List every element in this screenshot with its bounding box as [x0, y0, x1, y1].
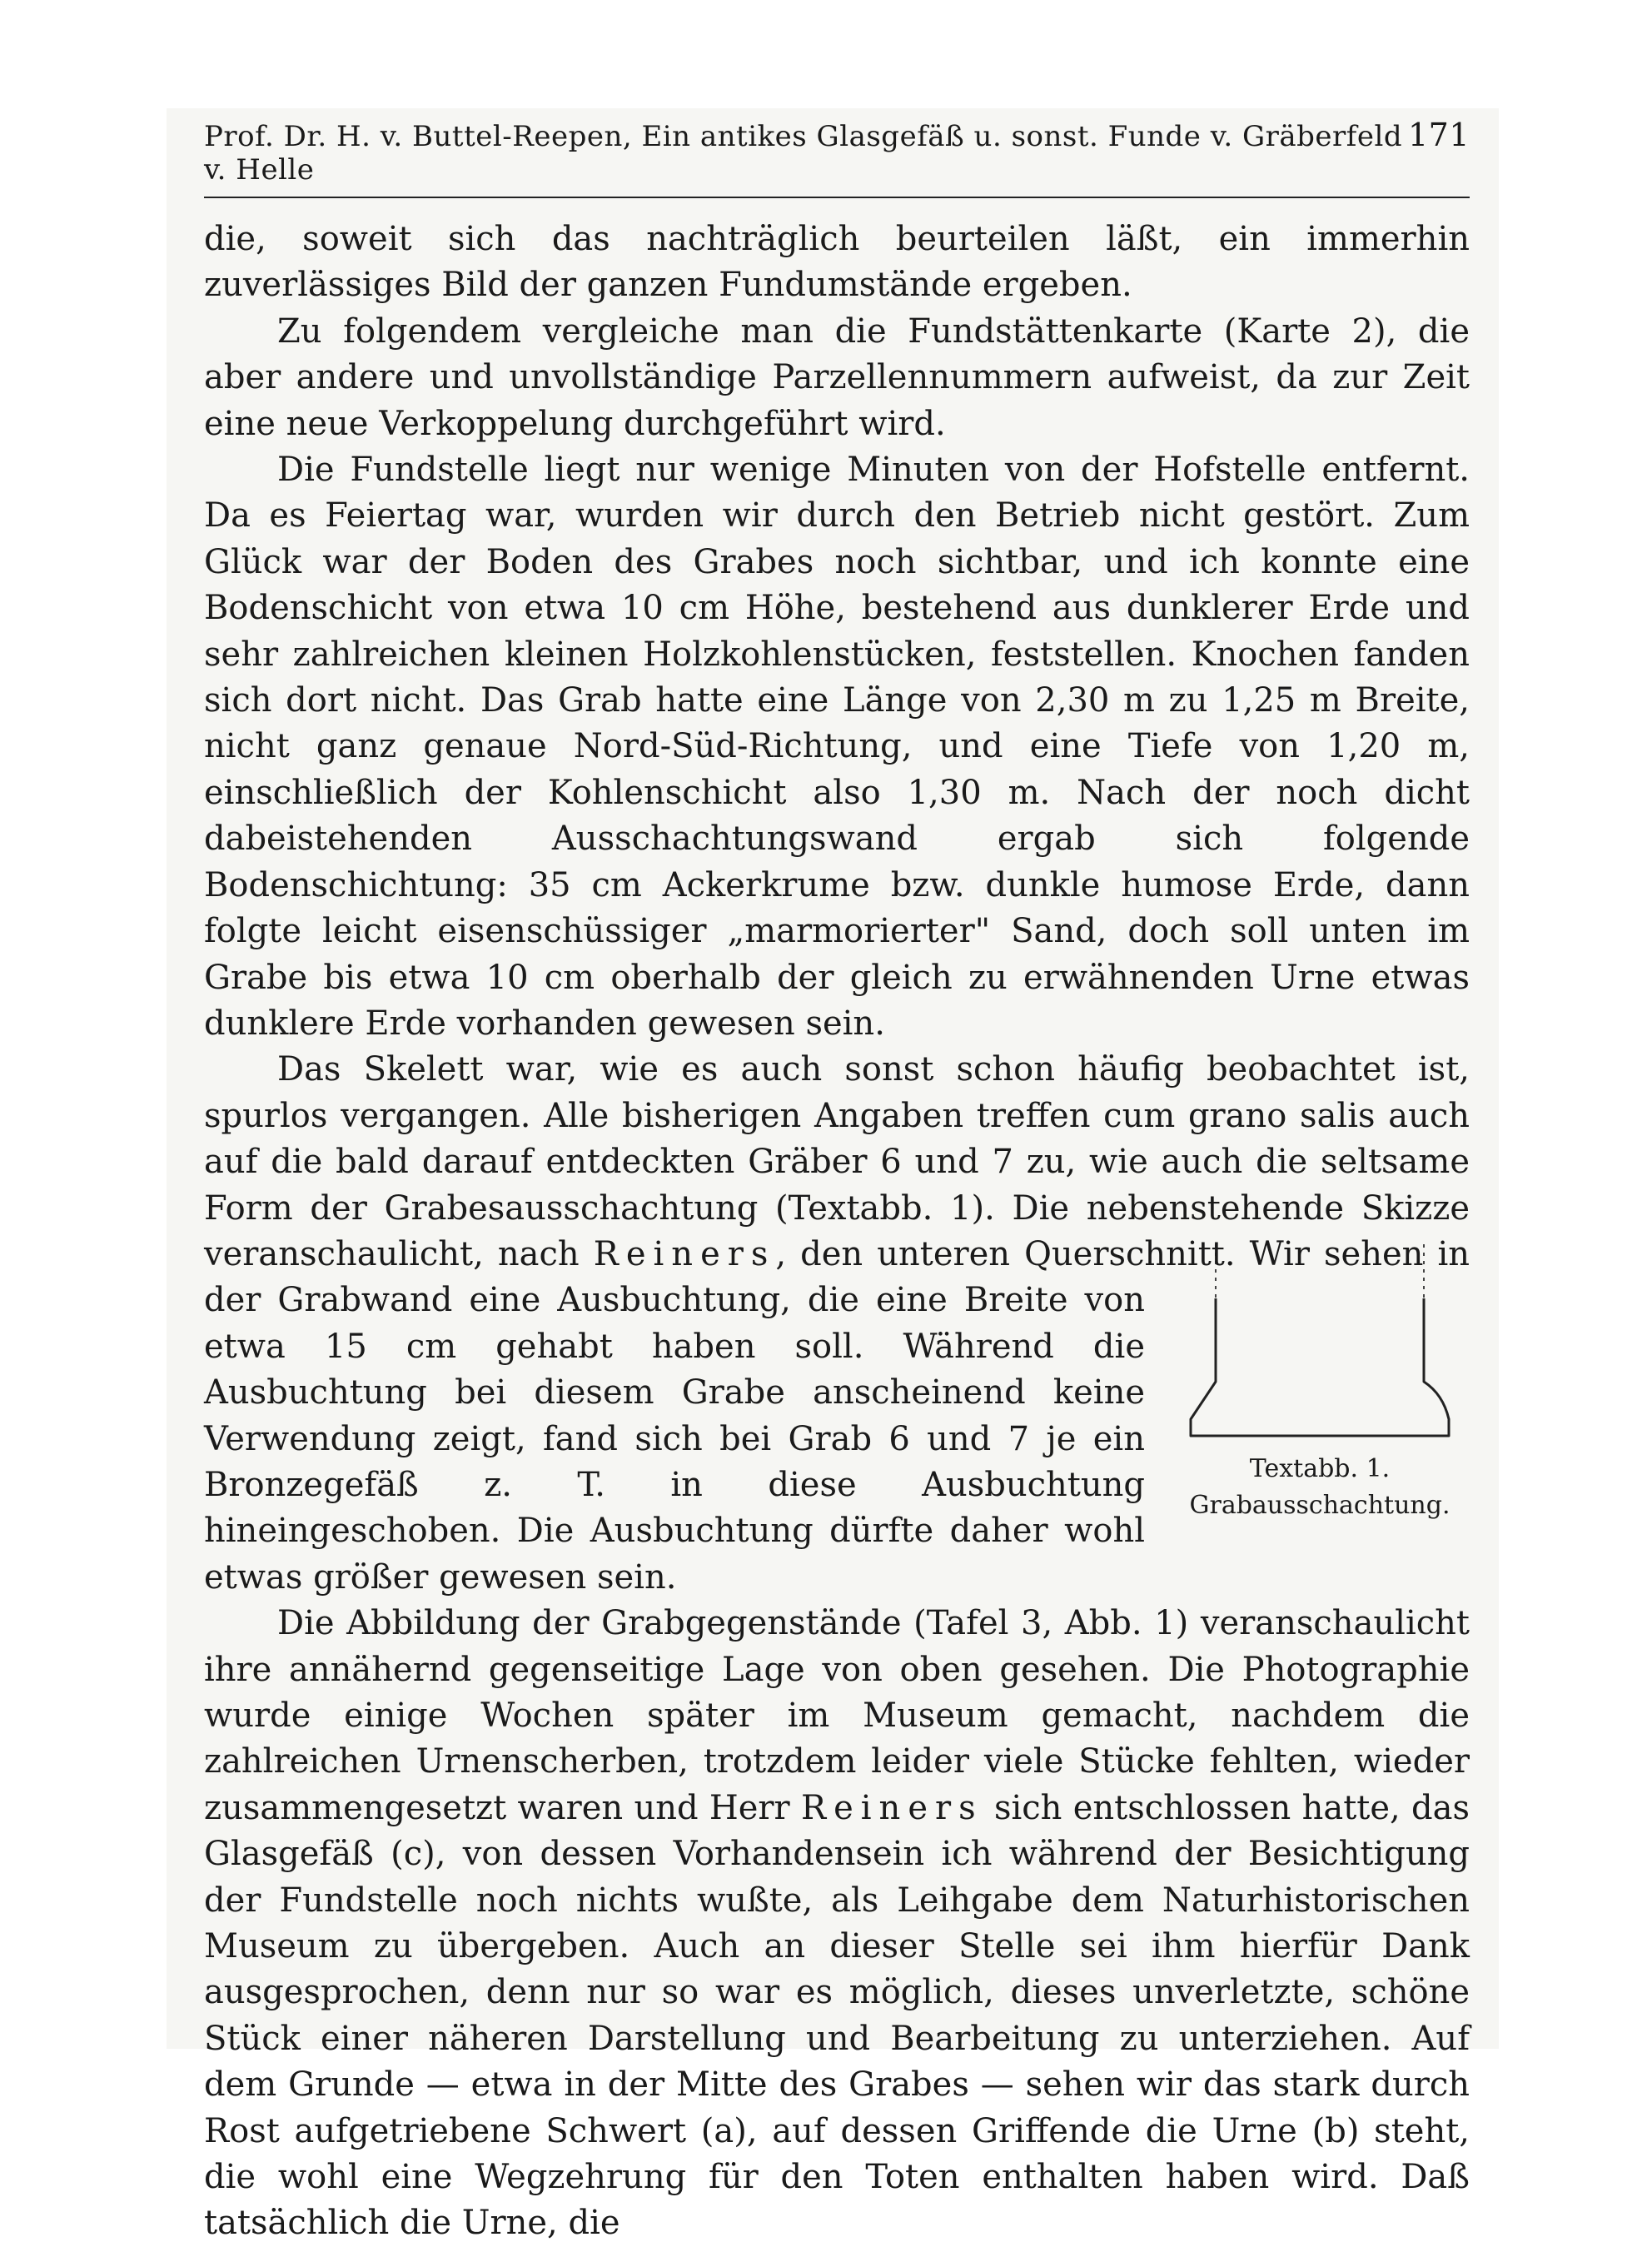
paragraph-2: Zu folgendem vergleiche man die Fundstättenkarte (Karte 2), die aber andere und unvollständige Parzellennummern aufweist, da zur Zeit eine neue Verkoppelung durchgeführt wird.: [204, 311, 1470, 443]
paragraph-1: die, soweit sich das nachträglich beurteilen läßt, ein immerhin zuverlässiges Bild der ganzen Fundumstände ergeben.: [204, 220, 1470, 305]
author-name-reiners-2: Reiners: [800, 1788, 983, 1827]
paragraph-5: [204, 1601, 1470, 2247]
page-number: 171: [1407, 117, 1470, 153]
paragraph-5-part-a: Die Abbildung der Grabgegenstände (Tafel 3, Abb. 1) veranschaulicht ihre annähernd gegenseitige Lage von oben gesehen. Die Photographie wurde einige Wochen später im Museum gemacht, nachdem die zahlreichen Urnenscherben, trotzdem leider viele Stücke fehlten, wieder zusammengesetzt waren und Herr: [204, 1604, 1470, 1827]
paragraph-3: Die Fundstelle liegt nur wenige Minuten von der Hofstelle entfernt. Da es Feiertag war, wurden wir durch den Betrieb nicht gestört. Zum Glück war der Boden des Grabes noch sichtbar, und ich konnte eine Bodenschicht von etwa 10 cm Höhe, bestehend aus dunklerer Erde und sehr zahlreichen kleinen Holzkohlenstücken, feststellen. Knochen fanden sich dort nicht. Das Grab hatte eine Länge von 2,30 m zu 1,25 m Breite, nicht ganz genaue Nord-Süd-Richtung, und eine Tiefe von 1,20 m, einschließlich der Kohlenschicht also 1,30 m. Nach der noch dicht dabeistehenden Ausschachtungswand ergab sich folgende Bodenschichtung: 35 cm Ackerkrume bzw. dunkle humose Erde, dann folgte leicht eisenschüssiger „marmorierter" Sand, doch soll unten im Grabe bis etwa 10 cm oberhalb der gleich zu erwähnenden Urne etwas dunklere Erde vorhanden gewesen sein.: [204, 451, 1470, 1043]
figure-textabb-1: [1170, 1240, 1470, 1522]
figure-caption-text: Grabausschachtung.: [1189, 1490, 1450, 1520]
paragraph-5-part-b: sich entschlossen hatte, das Glasgefäß (c), von dessen Vorhandensein ich während der Besichtigung der Fundstelle noch nichts wußte, als Leihgabe dem Naturhistorischen Museum zu übergeben. Auch an dieser Stelle sei ihm hierfür Dank ausgesprochen, denn nur so war es möglich, dieses unverletzte, schöne Stück einer näheren Darstellung und Bearbeitung zu unterziehen. Auf dem Grunde — etwa in der Mitte des Grabes — sehen wir das stark durch Rost aufgetriebene Schwert (a), auf dessen Griffende die Urne (b) steht, die wohl eine Wegzehrung für den Toten enthalten haben wird. Daß tatsächlich die Urne, die: [204, 1788, 1470, 2243]
paragraph-4-part-b: , den unteren Querschnitt. Wir sehen in der Grabwand eine Ausbuchtung, die eine Breite von etwa 15 cm gehabt haben soll. Während die Ausbuchtung bei diesem Grabe anscheinend keine Verwendung zeigt, fand sich bei Grab 6 und 7 je ein Bronzegefäß z. T. in diese Ausbuchtung hineingeschoben. Die Ausbuchtung dürfte daher wohl etwas größer gewesen sein.: [204, 1234, 1470, 1597]
page-content: [204, 117, 1470, 2247]
paragraph-4: [204, 1047, 1470, 1601]
running-title: Prof. Dr. H. v. Buttel-Reepen, Ein antikes Glasgefäß u. sonst. Funde v. Gräberfeld v. Helle: [204, 120, 1403, 187]
author-name-reiners: Reiners: [593, 1234, 776, 1273]
paragraph-4-part-a: Das Skelett war, wie es auch sonst schon häufig beobachtet ist, spurlos vergangen. Alle bisherigen Angaben treffen cum grano salis auch auf die bald darauf entdeckten Gräber 6 und 7 zu, wie auch die seltsame Form der Grabesausschachtung (Textabb. 1). Die nebenstehende Skizze veranschaulicht, nach: [204, 1050, 1470, 1273]
figure-caption-title: Textabb. 1.: [1249, 1453, 1391, 1483]
running-header: [204, 117, 1470, 198]
